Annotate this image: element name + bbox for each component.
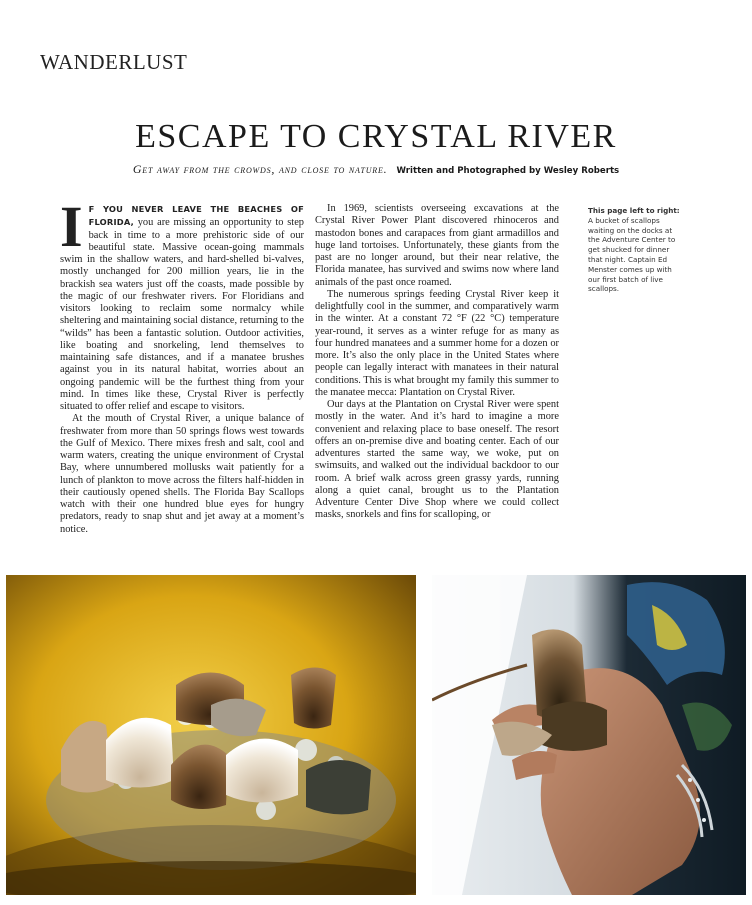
body-column-1 [60,194,304,536]
body-column-2 [315,203,559,522]
paragraph: The numerous springs feeding Crystal River keep it delightfully cool in the summer, and comparatively warm in the winter. At a constant 72 °F (22 °C) temperature year-round, it serves as a winter refuge for as many as four hundred manatees and a summer home for a dozen or more. It’s also the only place in the United States where people can legally interact with manatees in their natural conditions. This is what brought my family this summer to the manatee mecca: Plantation on Crystal River. [315,288,559,398]
article-deck [0,162,752,177]
photo-scallop-bucket [6,575,416,895]
paragraph: In 1969, scientists overseeing excavations at the Crystal River Power Plant discovered rhinoceros and mastodon bones and carapaces from giant armadillos and huge land tortoises. Unfortunately, these giants from the past are no longer around, but their near relative, the Florida manatee, has survived and swims now where land animals of the past once roamed. [315,203,559,288]
paragraph [60,194,304,413]
scallop-bucket-image [6,575,416,895]
lead-in: F YOU NEVER LEAVE THE BEACHES OF FLORIDA, [88,204,304,228]
photo-caption [588,206,686,294]
article-headline: ESCAPE TO CRYSTAL RIVER [135,118,617,155]
hand-scallops-image [432,575,746,895]
paragraph-text: you are missing an opportunity to step back in time to a more prehistoric side of our beautiful state. Massive ocean-going mammals swim in the shallow waters, and hard-shelled bi-valves, mostly unchanged for 200 million years, lie in the brackish sea waters just off the coasts, made possible by the magic of our freshwater rivers. For Floridians and visitors looking to reclaim some normalcy while sheltering and maintaining social distance, returning to the “wilds” has been a fantastic solution. Outdoor activities, like boating and snorkeling, lend themselves to maintaining safe distances, and if a manatee brushes against you in its natural habitat, worries about an ongoing pandemic will be the furthest thing from your mind. In times like these, Crystal River is perfectly situated to offer relief and escape to visitors. [60,217,304,412]
paragraph: At the mouth of Crystal River, a unique balance of freshwater from more than 50 springs flows west towards the Gulf of Mexico. There mixes fresh and salt, cool and warm waters, creating the unique environment of Crystal Bay, where unnumbered mollusks wait patiently for a lunch of plankton to move across the filters half-hidden in their cautiously opened shells. The Florida Bay Scallops watch with their one hundred blue eyes for hungry predators, ready to snap shut and jet away at a moment’s notice. [60,413,304,535]
dek-text: Get away from the crowds, and close to nature. [132,162,388,176]
paragraph: Our days at the Plantation on Crystal River were spent mostly in the water. And it’s hard to imagine a more convenient and relaxing place to base oneself. The resort offers an on-premise dive and boating center. Each of our adventures started the same way, we woke, put on swimsuits, and walked out the individual backdoor to our room. A brief walk across green grassy yards, running along a quiet canal, brought us to the Plantation Adventure Center Dive Shop where we could collect masks, snorkels and fins for scalloping, or [315,399,559,521]
drop-cap: I [60,194,83,259]
byline: Written and Photographed by Wesley Roberts [396,166,620,176]
photo-hand-with-scallops [432,575,746,895]
caption-lead: This page left to right: [588,206,680,215]
section-label: WANDERLUST [40,50,188,74]
caption-text: A bucket of scallops waiting on the docks at the Adventure Center to get shucked for dinner that night. Captain Ed Menster comes up with our first batch of live scallops. [588,215,676,294]
